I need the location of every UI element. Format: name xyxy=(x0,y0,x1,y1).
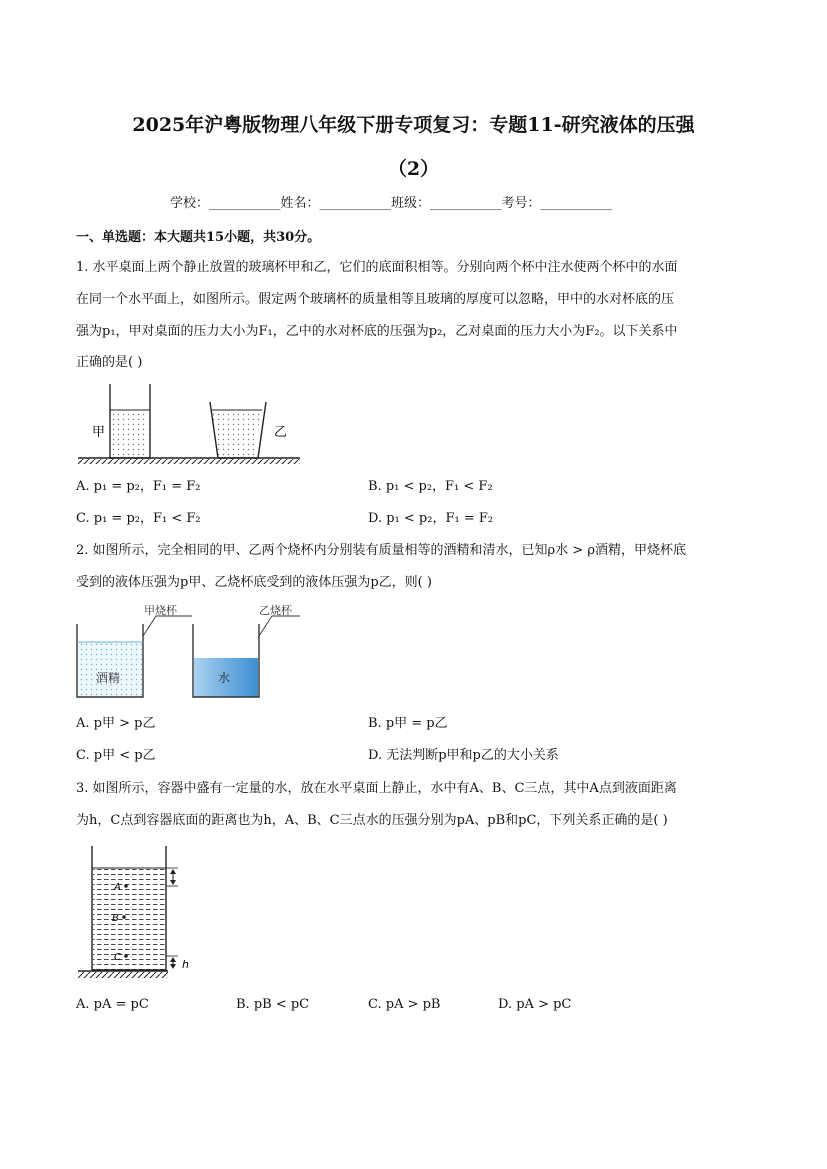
point-a xyxy=(124,884,128,888)
q2-figure-beakers xyxy=(74,602,314,704)
q3-stem-line1: 3. 如图所示，容器中盛有一定量的水，放在水平桌面上静止，水中有A、B、C三点，其中A点到液面距离 xyxy=(76,781,677,796)
q1-option-d[interactable]: D. p₁ < p₂，F₁ = F₂ xyxy=(368,511,494,526)
q1-option-b[interactable]: B. p₁ < p₂，F₁ < F₂ xyxy=(368,479,493,494)
q2-option-a[interactable]: A. p甲 > p乙 xyxy=(76,716,156,731)
q2-option-b[interactable]: B. p甲 = p乙 xyxy=(368,716,448,731)
label-jia: 甲 xyxy=(92,425,106,440)
page-title-suffix: （2） xyxy=(387,158,440,180)
q2-option-d[interactable]: D. 无法判断p甲和p乙的大小关系 xyxy=(368,748,559,763)
q1-figure-glasses xyxy=(76,382,306,472)
page-title: 2025年沪粤版物理八年级下册专项复习：专题11-研究液体的压强 xyxy=(132,114,695,136)
q2-stem-line1: 2. 如图所示，完全相同的甲、乙两个烧杯内分别装有质量相等的酒精和清水，已知ρ水 > ρ酒精，甲烧杯底 xyxy=(76,543,686,558)
q3-option-d[interactable]: D. pA > pC xyxy=(498,997,572,1012)
q1-stem-line1: 1. 水平桌面上两个静止放置的玻璃杯甲和乙，它们的底面积相等。分别向两个杯中注水使两个杯中的水面 xyxy=(76,260,678,275)
glass-yi-water xyxy=(212,410,260,458)
q3-figure-container xyxy=(76,842,206,982)
label-point-c: C xyxy=(114,952,121,963)
label-beaker-yi: 乙烧杯 xyxy=(259,604,292,617)
label-beaker-jia: 甲烧杯 xyxy=(144,604,177,617)
table-hatch xyxy=(78,459,300,464)
q1-stem-line2: 在同一个水平面上，如图所示。假定两个玻璃杯的质量相等且玻璃的厚度可以忽略，甲中的水对杯底的压 xyxy=(76,292,675,307)
label-water: 水 xyxy=(218,671,231,685)
label-point-b: B xyxy=(112,913,119,924)
q1-stem-line4: 正确的是( ) xyxy=(76,355,143,370)
point-b xyxy=(122,915,126,919)
q1-option-c[interactable]: C. p₁ = p₂，F₁ < F₂ xyxy=(76,511,201,526)
label-point-a: A xyxy=(114,882,121,893)
label-h: h xyxy=(182,958,189,971)
beaker-jia-alcohol xyxy=(78,642,142,697)
q3-stem-line2: 为h，C点到容器底面的距离也为h，A、B、C三点水的压强分别为pA、pB和pC，下列关系正确的是( ) xyxy=(76,813,668,828)
label-yi: 乙 xyxy=(274,425,288,440)
q3-option-a[interactable]: A. pA = pC xyxy=(76,997,149,1012)
q3-option-b[interactable]: B. pB < pC xyxy=(236,997,310,1012)
q1-option-a[interactable]: A. p₁ = p₂，F₁ = F₂ xyxy=(76,479,201,494)
q3-option-c[interactable]: C. pA > pB xyxy=(368,997,441,1012)
section-heading: 一、单选题：本大题共15小题，共30分。 xyxy=(76,230,321,245)
q1-stem-line3: 强为p₁，甲对桌面的压力大小为F₁，乙中的水对杯底的压强为p₂，乙对桌面的压力大小为F₂。以下关系中 xyxy=(76,324,678,339)
label-alcohol: 酒精 xyxy=(96,671,121,685)
student-info-line: 学校：___________姓名：___________班级：___________考号：___________ xyxy=(170,196,613,211)
q2-option-c[interactable]: C. p甲 < p乙 xyxy=(76,748,156,763)
table-hatch xyxy=(78,972,168,978)
point-c xyxy=(124,954,128,958)
glass-jia-water xyxy=(112,410,148,458)
container-water xyxy=(93,868,165,970)
q2-stem-line2: 受到的液体压强为p甲、乙烧杯底受到的液体压强为p乙，则( ) xyxy=(76,575,432,590)
